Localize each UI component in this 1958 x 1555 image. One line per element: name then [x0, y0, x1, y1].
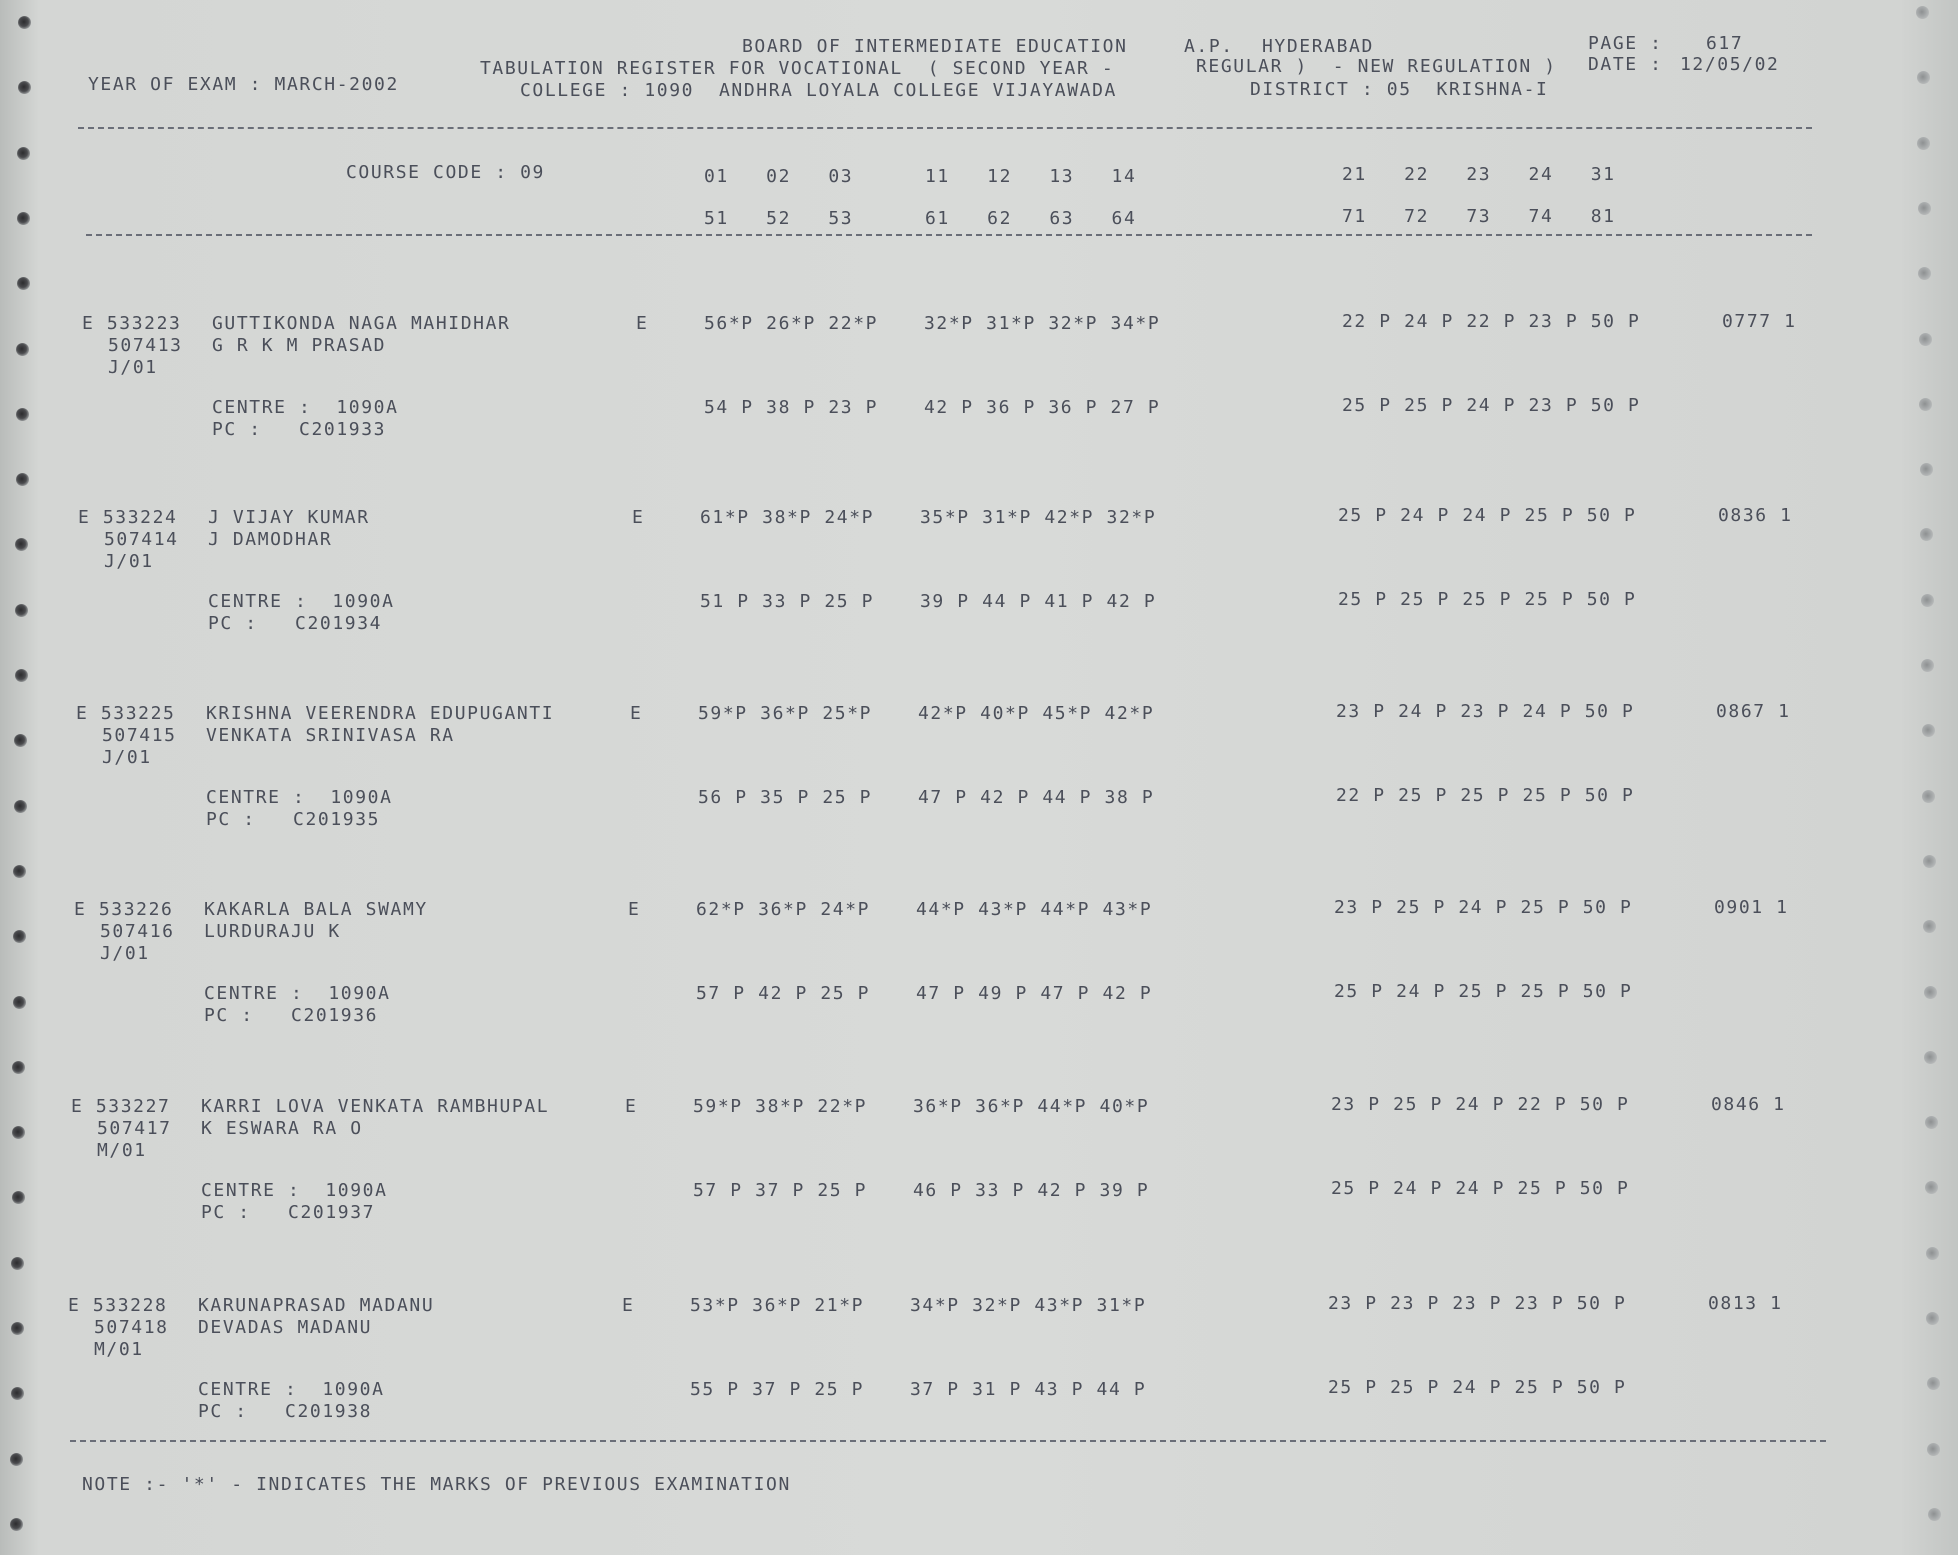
feed-hole-right: [1922, 790, 1935, 803]
feed-hole-right: [1919, 398, 1932, 411]
feed-hole-left: [14, 800, 27, 813]
feed-hole-right: [1928, 1508, 1941, 1521]
feed-hole-right: [1920, 463, 1933, 476]
subject-codes-group3-top: 21 22 23 24 31: [1342, 164, 1616, 185]
pc-number: PC : C201937: [201, 1202, 376, 1223]
marks-group2: 32*P 31*P 32*P 34*P: [924, 313, 1161, 334]
roll-number: E 533224: [78, 507, 178, 528]
class-code: M/01: [97, 1140, 147, 1161]
marks-group1: 56*P 26*P 22*P: [704, 313, 879, 334]
year-of-exam: YEAR OF EXAM : MARCH-2002: [88, 74, 399, 95]
date-label: DATE :: [1588, 54, 1663, 75]
feed-hole-right: [1923, 855, 1936, 868]
marks-group2: 34*P 32*P 43*P 31*P: [910, 1295, 1147, 1316]
city: HYDERABAD: [1262, 36, 1374, 57]
pc-number: PC : C201938: [198, 1401, 373, 1422]
feed-hole-left: [11, 1257, 24, 1270]
feed-hole-right: [1920, 528, 1933, 541]
roll-number: E 533227: [71, 1096, 171, 1117]
class-code: J/01: [108, 357, 158, 378]
subject-codes-group1-bottom: 51 52 53: [704, 208, 854, 229]
roll-number: E 533226: [74, 899, 174, 920]
marks-group2: 36*P 36*P 44*P 40*P: [913, 1096, 1150, 1117]
header-divider: [78, 127, 1812, 129]
feed-hole-left: [15, 669, 28, 682]
centre: CENTRE : 1090A: [201, 1180, 388, 1201]
marks-group1: 59*P 38*P 22*P: [693, 1096, 868, 1117]
feed-hole-right: [1927, 1443, 1940, 1456]
centre: CENTRE : 1090A: [206, 787, 393, 808]
feed-hole-left: [11, 1387, 24, 1400]
marks-group2: 35*P 31*P 42*P 32*P: [920, 507, 1157, 528]
feed-hole-left: [15, 604, 28, 617]
feed-hole-right: [1917, 137, 1930, 150]
student-name: KRISHNA VEERENDRA EDUPUGANTI: [206, 703, 555, 724]
grand-total: 0836 1: [1718, 505, 1793, 526]
register-number: 507415: [102, 725, 177, 746]
page-label: PAGE :: [1588, 33, 1663, 54]
feed-hole-right: [1918, 267, 1931, 280]
student-name: KARUNAPRASAD MADANU: [198, 1295, 435, 1316]
prev-marks-group1: 55 P 37 P 25 P: [690, 1379, 865, 1400]
pc-number: PC : C201934: [208, 613, 383, 634]
feed-hole-left: [12, 1061, 25, 1074]
feed-hole-left: [10, 1453, 23, 1466]
prev-marks-group2: 46 P 33 P 42 P 39 P: [913, 1180, 1150, 1201]
feed-hole-left: [16, 408, 29, 421]
marks-group3: 23 P 25 P 24 P 22 P 50 P: [1331, 1094, 1630, 1115]
feed-hole-right: [1926, 1312, 1939, 1325]
marks-group3: 23 P 25 P 24 P 25 P 50 P: [1334, 897, 1633, 918]
footnote: NOTE :- '*' - INDICATES THE MARKS OF PREVIOUS EXAMINATION: [82, 1474, 791, 1495]
feed-hole-right: [1924, 986, 1937, 999]
feed-hole-right: [1922, 724, 1935, 737]
grand-total: 0777 1: [1722, 311, 1797, 332]
feed-hole-right: [1923, 920, 1936, 933]
prev-marks-group2: 47 P 42 P 44 P 38 P: [918, 787, 1155, 808]
feed-hole-left: [10, 1518, 23, 1531]
student-name: KARRI LOVA VENKATA RAMBHUPAL: [201, 1096, 550, 1117]
subject-codes-group2-top: 11 12 13 14: [925, 166, 1137, 187]
feed-hole-right: [1925, 1116, 1938, 1129]
feed-hole-right: [1925, 1181, 1938, 1194]
prev-marks-group2: 47 P 49 P 47 P 42 P: [916, 983, 1153, 1004]
prev-marks-group2: 39 P 44 P 41 P 42 P: [920, 591, 1157, 612]
centre: CENTRE : 1090A: [204, 983, 391, 1004]
marks-group3: 23 P 23 P 23 P 23 P 50 P: [1328, 1293, 1627, 1314]
register-number: 507414: [104, 529, 179, 550]
centre: CENTRE : 1090A: [208, 591, 395, 612]
marks-group1: 59*P 36*P 25*P: [698, 703, 873, 724]
feed-hole-left: [17, 147, 30, 160]
feed-hole-left: [15, 538, 28, 551]
feed-hole-right: [1919, 333, 1932, 346]
footer-divider: [70, 1440, 1826, 1442]
medium: E: [625, 1096, 638, 1117]
course-code: COURSE CODE : 09: [346, 162, 545, 183]
register-number: 507417: [97, 1118, 172, 1139]
marks-group1: 53*P 36*P 21*P: [690, 1295, 865, 1316]
feed-hole-left: [13, 996, 26, 1009]
feed-hole-right: [1921, 659, 1934, 672]
class-code: J/01: [100, 943, 150, 964]
parent-name: G R K M PRASAD: [212, 335, 387, 356]
marks-group3: 25 P 24 P 24 P 25 P 50 P: [1338, 505, 1637, 526]
feed-hole-left: [13, 865, 26, 878]
grand-total: 0846 1: [1711, 1094, 1786, 1115]
prev-marks-group3: 25 P 25 P 24 P 25 P 50 P: [1328, 1377, 1627, 1398]
marks-group2: 44*P 43*P 44*P 43*P: [916, 899, 1153, 920]
feed-hole-right: [1924, 1051, 1937, 1064]
prev-marks-group2: 37 P 31 P 43 P 44 P: [910, 1379, 1147, 1400]
class-code: J/01: [104, 551, 154, 572]
centre: CENTRE : 1090A: [198, 1379, 385, 1400]
feed-hole-left: [16, 343, 29, 356]
marks-group3: 22 P 24 P 22 P 23 P 50 P: [1342, 311, 1641, 332]
roll-number: E 533223: [82, 313, 182, 334]
print-date: 12/05/02: [1680, 54, 1780, 75]
prev-marks-group3: 25 P 24 P 25 P 25 P 50 P: [1334, 981, 1633, 1002]
feed-hole-right: [1916, 6, 1929, 19]
college: COLLEGE : 1090 ANDHRA LOYALA COLLEGE VIJAYAWADA: [520, 80, 1117, 101]
roll-number: E 533228: [68, 1295, 168, 1316]
subject-codes-group1-top: 01 02 03: [704, 166, 854, 187]
page-number: 617: [1706, 33, 1744, 54]
prev-marks-group3: 25 P 24 P 24 P 25 P 50 P: [1331, 1178, 1630, 1199]
prev-marks-group3: 25 P 25 P 25 P 25 P 50 P: [1338, 589, 1637, 610]
grand-total: 0901 1: [1714, 897, 1789, 918]
prev-marks-group1: 57 P 42 P 25 P: [696, 983, 871, 1004]
parent-name: VENKATA SRINIVASA RA: [206, 725, 455, 746]
feed-hole-right: [1918, 202, 1931, 215]
medium: E: [630, 703, 643, 724]
regulation: REGULAR ) - NEW REGULATION ): [1196, 56, 1557, 77]
grand-total: 0813 1: [1708, 1293, 1783, 1314]
feed-hole-left: [18, 81, 31, 94]
class-code: J/01: [102, 747, 152, 768]
parent-name: LURDURAJU K: [204, 921, 341, 942]
marks-group3: 23 P 24 P 23 P 24 P 50 P: [1336, 701, 1635, 722]
feed-hole-left: [12, 1191, 25, 1204]
pc-number: PC : C201935: [206, 809, 381, 830]
subject-codes-group2-bottom: 61 62 63 64: [925, 208, 1137, 229]
marks-group1: 62*P 36*P 24*P: [696, 899, 871, 920]
grand-total: 0867 1: [1716, 701, 1791, 722]
district: DISTRICT : 05 KRISHNA-I: [1250, 79, 1549, 100]
student-name: GUTTIKONDA NAGA MAHIDHAR: [212, 313, 511, 334]
feed-hole-right: [1921, 594, 1934, 607]
feed-hole-right: [1927, 1377, 1940, 1390]
feed-hole-left: [14, 734, 27, 747]
parent-name: DEVADAS MADANU: [198, 1317, 373, 1338]
state: A.P.: [1184, 36, 1234, 57]
parent-name: K ESWARA RA O: [201, 1118, 363, 1139]
feed-hole-left: [17, 277, 30, 290]
feed-hole-left: [16, 473, 29, 486]
student-name: KAKARLA BALA SWAMY: [204, 899, 428, 920]
register-number: 507413: [108, 335, 183, 356]
parent-name: J DAMODHAR: [208, 529, 333, 550]
prev-marks-group1: 57 P 37 P 25 P: [693, 1180, 868, 1201]
marks-group1: 61*P 38*P 24*P: [700, 507, 875, 528]
pc-number: PC : C201936: [204, 1005, 379, 1026]
feed-hole-right: [1926, 1247, 1939, 1260]
feed-hole-left: [17, 212, 30, 225]
register-number: 507416: [100, 921, 175, 942]
prev-marks-group1: 54 P 38 P 23 P: [704, 397, 879, 418]
prev-marks-group3: 25 P 25 P 24 P 23 P 50 P: [1342, 395, 1641, 416]
course-divider: [86, 234, 1812, 236]
medium: E: [632, 507, 645, 528]
feed-hole-left: [11, 1322, 24, 1335]
board-title: BOARD OF INTERMEDIATE EDUCATION: [742, 36, 1128, 57]
prev-marks-group1: 51 P 33 P 25 P: [700, 591, 875, 612]
student-name: J VIJAY KUMAR: [208, 507, 370, 528]
prev-marks-group3: 22 P 25 P 25 P 25 P 50 P: [1336, 785, 1635, 806]
prev-marks-group2: 42 P 36 P 36 P 27 P: [924, 397, 1161, 418]
feed-hole-left: [18, 16, 31, 29]
marks-group2: 42*P 40*P 45*P 42*P: [918, 703, 1155, 724]
centre: CENTRE : 1090A: [212, 397, 399, 418]
register-title: TABULATION REGISTER FOR VOCATIONAL ( SECOND YEAR -: [480, 58, 1115, 79]
feed-hole-left: [13, 930, 26, 943]
prev-marks-group1: 56 P 35 P 25 P: [698, 787, 873, 808]
medium: E: [636, 313, 649, 334]
roll-number: E 533225: [76, 703, 176, 724]
subject-codes-group3-bottom: 71 72 73 74 81: [1342, 206, 1616, 227]
medium: E: [622, 1295, 635, 1316]
class-code: M/01: [94, 1339, 144, 1360]
register-number: 507418: [94, 1317, 169, 1338]
medium: E: [628, 899, 641, 920]
feed-hole-right: [1917, 71, 1930, 84]
feed-hole-left: [12, 1126, 25, 1139]
pc-number: PC : C201933: [212, 419, 387, 440]
